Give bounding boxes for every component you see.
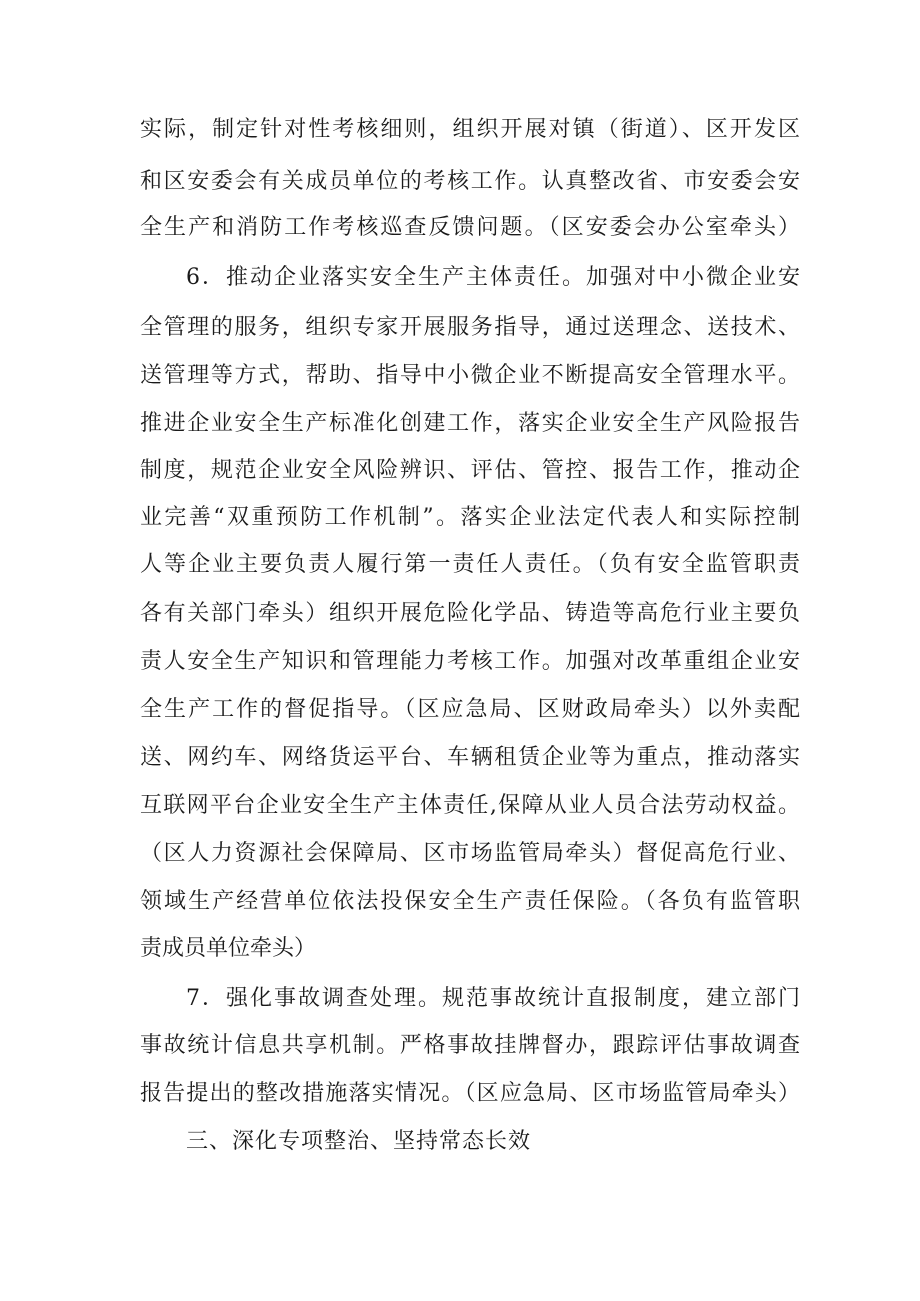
text-line: 6．推动企业落实安全生产主体责任。加强对中小微企业安 <box>186 265 800 290</box>
text-line: 事故统计信息共享机制。严格事故挂牌督办，跟踪评估事故调查 <box>140 1033 800 1058</box>
text-line: 互联网平台企业安全生产主体责任,保障从业人员合法劳动权益。 <box>140 793 800 818</box>
text-line: 实际，制定针对性考核细则，组织开展对镇（街道）、区开发区 <box>140 117 800 142</box>
text-line: 全管理的服务，组织专家开展服务指导，通过送理念、送技术、 <box>140 315 800 340</box>
text-line: 各有关部门牵头）组织开展危险化学品、铸造等高危行业主要负 <box>140 601 800 626</box>
text-line: 送、网约车、网络货运平台、车辆租赁企业等为重点，推动落实 <box>140 745 800 770</box>
text-line: 报告提出的整改措施落实情况。（区应急局、区市场监管局牵头） <box>140 1081 800 1106</box>
text-line: 制度，规范企业安全风险辨识、评估、管控、报告工作，推动企 <box>140 458 800 483</box>
text-line: 领域生产经营单位依法投保安全生产责任保险。（各负有监管职 <box>140 889 800 914</box>
text-line: 7．强化事故调查处理。规范事故统计直报制度，建立部门 <box>186 986 800 1011</box>
text-line: 责人安全生产知识和管理能力考核工作。加强对改革重组企业安 <box>140 649 800 674</box>
text-line: 和区安委会有关成员单位的考核工作。认真整改省、市安委会安 <box>140 169 800 194</box>
text-line: 人等企业主要负责人履行第一责任人责任。（负有安全监管职责 <box>140 552 800 577</box>
text-line: 全生产和消防工作考核巡查反馈问题。（区安委会办公室牵头） <box>140 215 800 240</box>
text-line: 业完善“双重预防工作机制”。落实企业法定代表人和实际控制 <box>140 505 800 530</box>
section-heading: 三、深化专项整治、坚持常态长效 <box>186 1129 532 1154</box>
text-line: 责成员单位牵头） <box>140 936 317 961</box>
text-line: 推进企业安全生产标准化创建工作，落实企业安全生产风险报告 <box>140 411 800 436</box>
text-line: 全生产工作的督促指导。（区应急局、区财政局牵头）以外卖配 <box>140 697 800 722</box>
text-line: 送管理等方式，帮助、指导中小微企业不断提高安全管理水平。 <box>140 363 800 388</box>
text-line: （区人力资源社会保障局、区市场监管局牵头）督促高危行业、 <box>140 841 800 866</box>
